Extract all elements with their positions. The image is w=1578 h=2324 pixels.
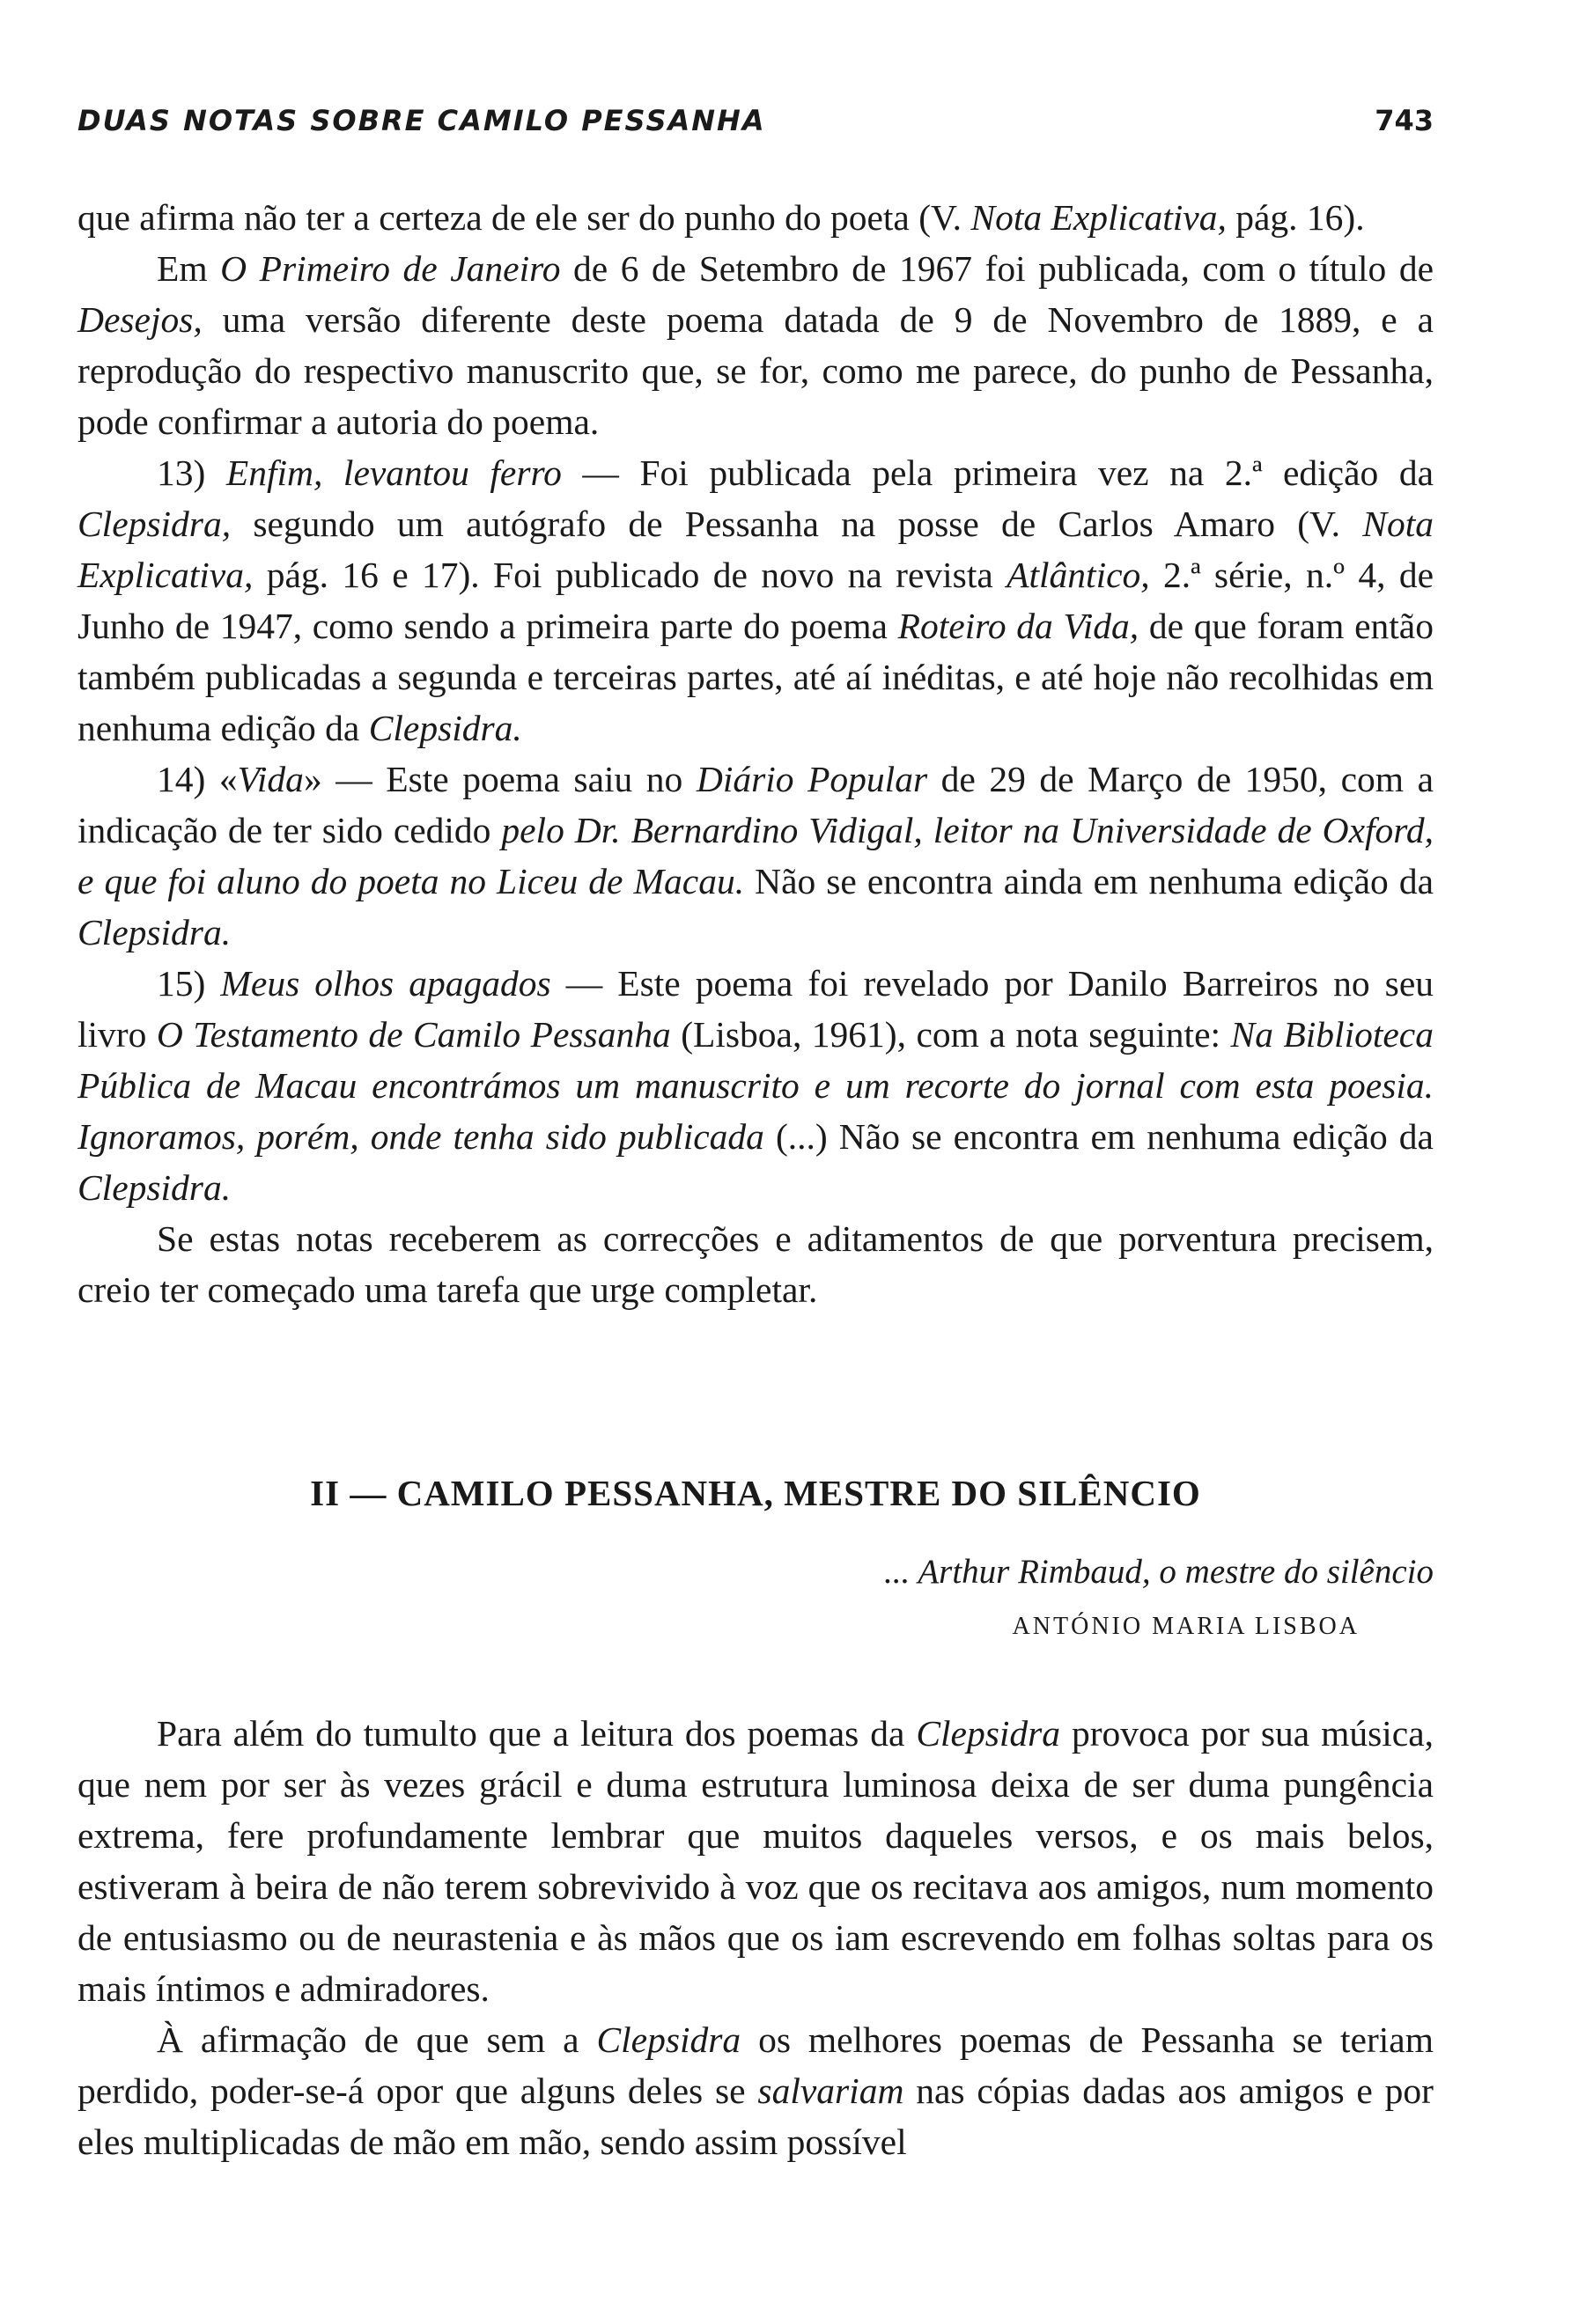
page-number: 743 [1375,104,1434,137]
text-run: Em [157,248,221,289]
note-13 [77,447,1434,754]
notes-text-block [77,192,1434,1315]
italic-run: pelo Dr. Bernardino Vidigal, leitor na Universidade de Oxford, e que foi aluno do poeta no Liceu de Macau. [77,810,1434,901]
italic-run: O Testamento de Camilo Pessanha [156,1014,671,1055]
paragraph-continuation [77,192,1434,243]
text-run: (Lisboa, 1961), com a nota seguinte: [670,1014,1231,1055]
italic-run: Clepsidra. [77,912,232,952]
text-run: uma versão diferente deste poema datada de 9 de Novembro de 1889, e a reprodução do respectivo manuscrito que, se for, como me parece, do punho de Pessanha, pode confirmar a autoria do poema. [77,299,1434,442]
italic-run: Meus olhos apagados [220,963,551,1004]
section-text-block [77,1708,1434,2167]
text-run: 14) « [157,759,238,799]
italic-run: Clepsidra [596,2019,741,2060]
italic-run: Nota Explicativa, [77,504,1434,595]
text-run: de 29 de Março de 1950, com a indicação de ter sido cedido [77,759,1434,850]
section-heading: II — CAMILO PESSANHA, MESTRE DO SILÊNCIO [310,1473,1201,1513]
note-14 [77,754,1434,958]
text-run: os melhores poemas de Pessanha se teriam perdido, poder-se-á opor que alguns deles se [77,2019,1434,2111]
text-run: nas cópias dadas aos amigos e por eles multiplicadas de mão em mão, sendo assim possível [77,2070,1434,2162]
text-run: 15) [157,963,221,1004]
running-head [77,104,1434,146]
epigraph [77,1549,1434,1646]
italic-run: Clepsidra. [77,1167,232,1208]
text-run: de que foram então também publicadas a segunda e terceiras partes, até aí inéditas, e até hoje não recolhidas em nenhuma edição da [77,606,1434,748]
text-run: que afirma não ter a certeza de ele ser do punho do poeta (V. [77,197,971,238]
italic-run: Diário Popular [696,759,928,799]
text-run: — Este poema foi revelado por Danilo Barreiros no seu livro [77,963,1434,1055]
italic-run: Na Biblioteca Pública de Macau encontrámos um manuscrito e um recorte do jornal com esta poesia. Ignoramos, porém, onde tenha sido publicada [77,1014,1434,1157]
paragraph-tumulto [77,1708,1434,2014]
italic-run: Clepsidra. [368,708,522,748]
italic-run: Clepsidra, [77,504,232,544]
italic-run: Atlântico, [1007,555,1150,595]
epigraph-quote: ... Arthur Rimbaud, o mestre do silêncio [884,1553,1434,1591]
italic-run: Vida [237,759,304,799]
text-run: pág. 16). [1226,197,1365,238]
text-run: Se estas notas receberem as correcções e aditamentos de que porventura precisem, creio ter começado uma tarefa que urge completar. [77,1218,1434,1310]
running-title: DUAS NOTAS SOBRE CAMILO PESSANHA [77,104,766,137]
paragraph-primeiro-de-janeiro [77,243,1434,447]
text-run: Para além do tumulto que a leitura dos poemas da [157,1713,917,1754]
italic-run: Clepsidra [916,1713,1061,1754]
text-run: 2.ª série, n.º 4, de Junho de 1947, como sendo a primeira parte do poema [77,555,1434,646]
italic-run: O Primeiro de Janeiro [220,248,561,289]
note-15 [77,958,1434,1213]
italic-run: Enfim, levantou ferro [225,452,562,493]
text-run: segundo um autógrafo de Pessanha na posse de Carlos Amaro (V. [231,504,1363,544]
closing-paragraph [77,1213,1434,1315]
text-run: de 6 de Setembro de 1967 foi publicada, com o título de [560,248,1434,289]
text-run: Não se encontra ainda em nenhuma edição da [744,861,1434,901]
text-run: pág. 16 e 17). Foi publicado de novo na revista [253,555,1007,595]
italic-run: salvariam [757,2070,904,2111]
paragraph-afirmacao [77,2014,1434,2167]
text-run: (...) Não se encontra em nenhuma edição da [763,1116,1434,1157]
text-run: provoca por sua música, que nem por ser às vezes grácil e duma estrutura luminosa deixa de ser duma pungência extrema, fere profundamente lembrar que muitos daqueles versos, e os mais belos, estiveram à beira de não terem sobrevivido à voz que os recitava aos amigos, num momento de entusiasmo ou de neurastenia e às mãos que os iam escrevendo em folhas soltas para os mais íntimos e admiradores. [77,1713,1434,2009]
italic-run: Desejos, [77,299,203,340]
text-run: » — Este poema saiu no [303,759,697,799]
text-run: 13) [157,452,226,493]
text-run: À afirmação de que sem a [157,2019,597,2060]
epigraph-author: ANTÓNIO MARIA LISBOA [1012,1613,1360,1640]
italic-run: Nota Explicativa, [970,197,1227,238]
italic-run: Roteiro da Vida, [897,606,1139,646]
text-run: — Foi publicada pela primeira vez na 2.ª edição da [561,452,1434,493]
